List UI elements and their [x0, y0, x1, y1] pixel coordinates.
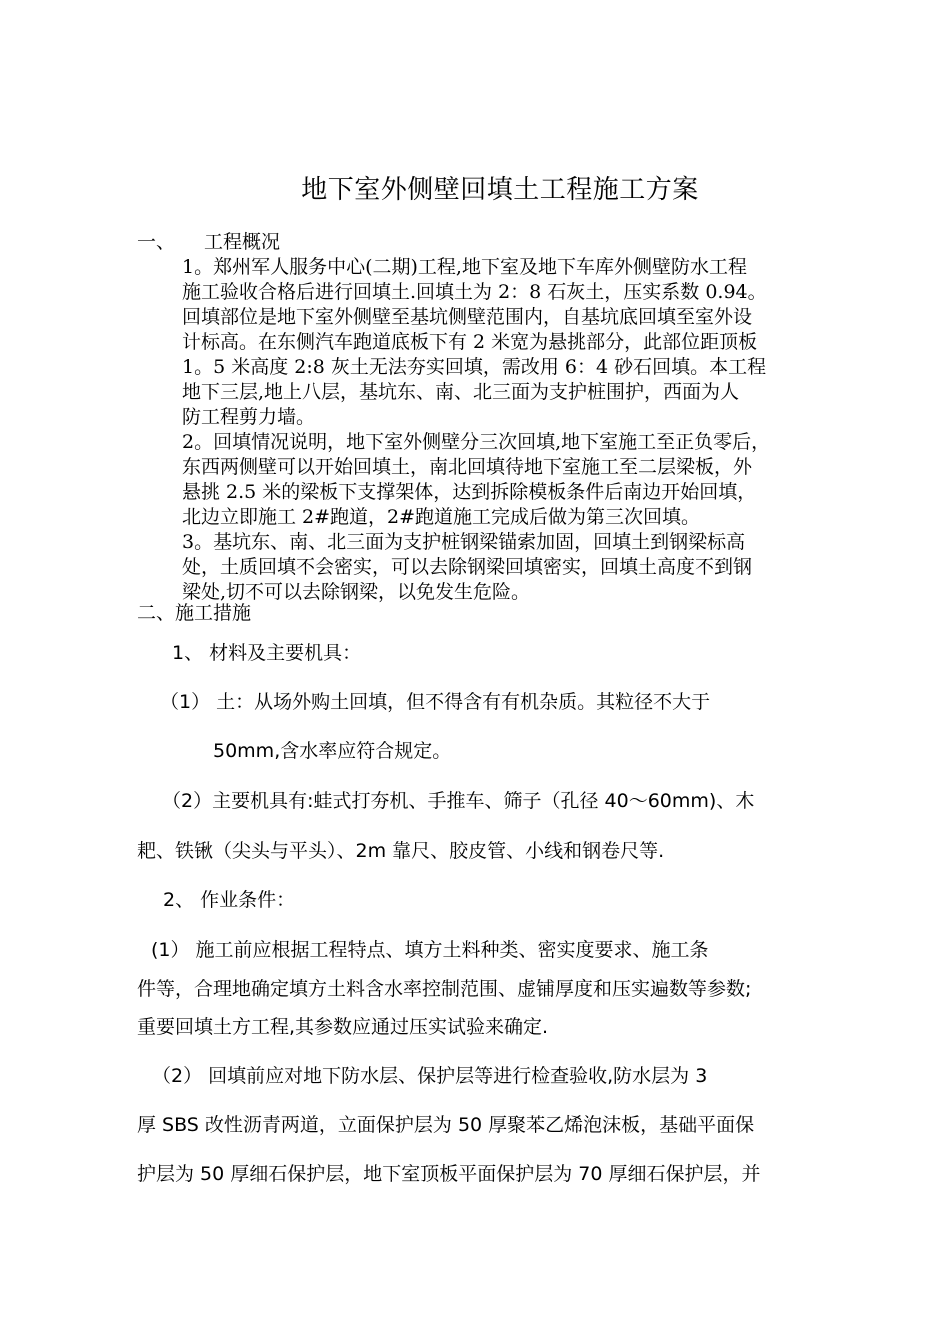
paragraph-line: 护层为 50 厚细石保护层，地下室顶板平面保护层为 70 厚细石保护层，并: [137, 1163, 761, 1185]
section-1-title: 工程概况: [204, 231, 281, 253]
paragraph-line: 3。基坑东、南、北三面为支护桩钢梁锚索加固，回填土到钢梁标高: [182, 531, 746, 553]
section-2-heading: 二、施工措施: [137, 602, 252, 624]
paragraph-line: 耙、铁锹（尖头与平头）、2m 靠尺、胶皮管、小线和钢卷尺等.: [137, 840, 665, 862]
paragraph-line: 厚 SBS 改性沥青两道，立面保护层为 50 厚聚苯乙烯泡沫板，基础平面保: [137, 1114, 755, 1136]
section-1-heading: [137, 230, 280, 255]
paragraph-line: （2）主要机具有:蛙式打夯机、手推车、筛子（孔径 40～60mm)、木: [162, 790, 755, 812]
paragraph-line: 处，土质回填不会密实，可以去除钢梁回填密实，回填土高度不到钢: [182, 556, 753, 578]
document-title: 地下室外侧壁回填土工程施工方案: [301, 175, 699, 205]
paragraph-line: (1） 施工前应根据工程特点、填方土料种类、密实度要求、施工条: [151, 939, 709, 961]
paragraph-line: （2） 回填前应对地下防水层、保护层等进行检查验收,防水层为 3: [152, 1065, 708, 1087]
paragraph-line: 1。郑州军人服务中心(二期)工程,地下室及地下车库外侧壁防水工程: [182, 256, 747, 278]
paragraph-line: 防工程剪力墙。: [182, 406, 316, 428]
paragraph-line: 计标高。在东侧汽车跑道底板下有 2 米宽为悬挑部分，此部位距顶板: [182, 331, 758, 353]
paragraph-line: 50mm,含水率应符合规定。: [213, 740, 452, 762]
paragraph-line: 1。5 米高度 2:8 灰土无法夯实回填，需改用 6：4 砂石回填。本工程: [182, 356, 767, 378]
subsection-2-heading: 2、 作业条件：: [163, 889, 296, 911]
paragraph-line: 地下三层,地上八层，基坑东、南、北三面为支护桩围护，西面为人: [182, 381, 740, 403]
paragraph-line: 梁处,切不可以去除钢梁，以免发生危险。: [182, 581, 531, 603]
section-1-number: 一、: [137, 231, 176, 253]
paragraph-line: 悬挑 2.5 米的梁板下支撑架体，达到拆除模板条件后南边开始回填，: [182, 481, 757, 503]
paragraph-line: （1） 土：从场外购土回填，但不得含有有机杂质。其粒径不大于: [160, 691, 711, 713]
paragraph-line: 施工验收合格后进行回填土.回填土为 2：8 石灰土，压实系数 0.94。: [182, 281, 767, 303]
paragraph-line: 2。回填情况说明，地下室外侧壁分三次回填,地下室施工至正负零后，: [182, 431, 771, 453]
paragraph-line: 东西两侧壁可以开始回填土，南北回填待地下室施工至二层梁板，外: [182, 456, 753, 478]
paragraph-line: 北边立即施工 2#跑道，2#跑道施工完成后做为第三次回填。: [182, 506, 701, 528]
section-1-body: [182, 255, 770, 605]
paragraph-line: 件等，合理地确定填方土料含水率控制范围、虚铺厚度和压实遍数等参数;: [137, 978, 752, 1000]
paragraph-line: 重要回填土方工程,其参数应通过压实试验来确定.: [137, 1016, 549, 1038]
paragraph-line: 回填部位是地下室外侧壁至基坑侧壁范围内，自基坑底回填至室外设: [182, 306, 753, 328]
subsection-1-heading: 1、 材料及主要机具：: [172, 642, 362, 664]
